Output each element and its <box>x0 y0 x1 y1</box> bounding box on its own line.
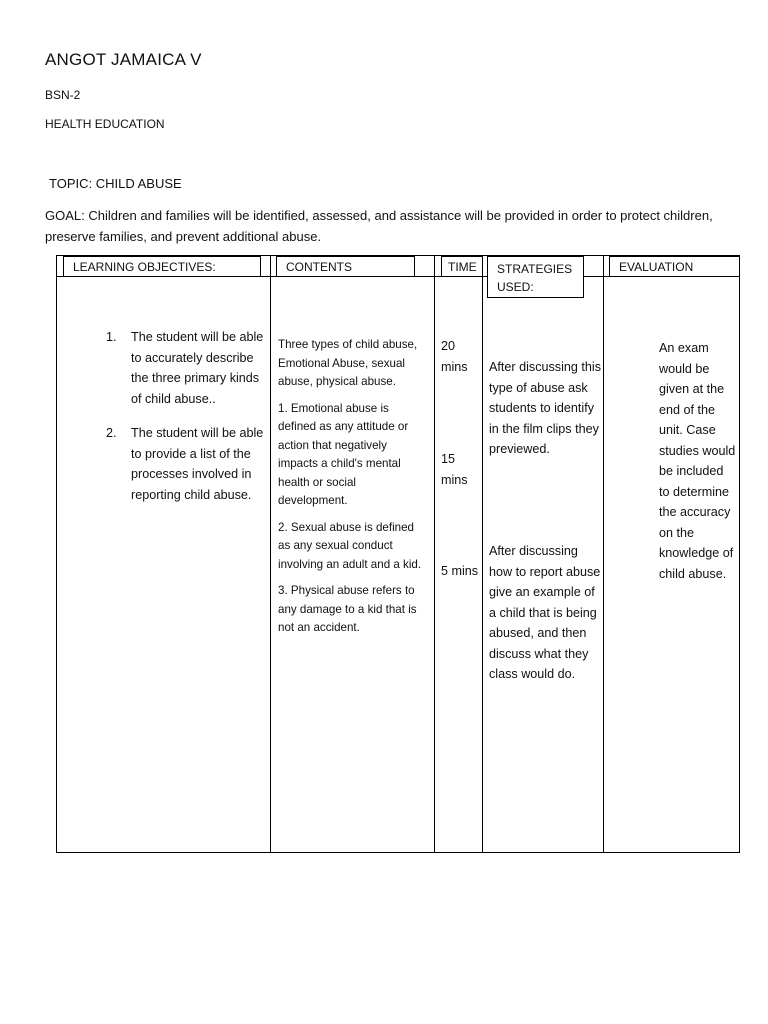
evaluation-cell: An exam would be given at the end of the unit. Case studies would be included to determine the accuracy on the knowledge of child abuse. <box>659 341 736 581</box>
time-value: 20 mins <box>441 339 468 374</box>
objectives-cell <box>106 327 268 519</box>
header-contents: CONTENTS <box>276 256 415 277</box>
strategy-item: After discussing how to report abuse give an example of a child that is being abused, and then discuss what they class would do. <box>489 544 601 681</box>
time-value: 5 mins <box>441 564 479 578</box>
objective-item: 1. The student will be able to accurately describe the three primary kinds of child abuse.. <box>106 330 264 406</box>
lesson-plan-table <box>56 255 740 853</box>
column-divider <box>434 256 435 852</box>
objectives-list <box>106 327 268 505</box>
header-time: TIME <box>441 256 483 277</box>
contents-paragraph: 1. Emotional abuse is defined as any attitude or action that negatively impacts a child's mental health or social development. <box>278 401 409 507</box>
goal-paragraph: GOAL: Children and families will be identified, assessed, and assistance will be provided in order to protect children, preserve families, and prevent additional abuse. <box>45 208 713 244</box>
contents-paragraph: Three types of child abuse, Emotional Abuse, sexual abuse, physical abuse. <box>278 338 418 388</box>
header-evaluation: EVALUATION <box>609 256 740 277</box>
column-divider <box>603 256 604 852</box>
objective-item: 2. The student will be able to provide a list of the processes involved in reporting child abuse. <box>106 426 264 502</box>
contents-paragraph: 3. Physical abuse refers to any damage to a kid that is not an accident. <box>278 584 417 634</box>
column-divider <box>482 256 483 852</box>
author-name: ANGOT JAMAICA V <box>45 50 202 69</box>
course-label: BSN-2 <box>45 88 81 102</box>
header-objectives: LEARNING OBJECTIVES: <box>63 256 261 277</box>
contents-cell <box>278 336 428 646</box>
strategy-item: After discussing this type of abuse ask students to identify in the film clips they previewed. <box>489 360 601 456</box>
subject-label: HEALTH EDUCATION <box>45 117 165 131</box>
column-divider <box>270 256 271 852</box>
topic-line: TOPIC: CHILD ABUSE <box>49 176 182 191</box>
time-value: 15 mins <box>441 452 468 487</box>
contents-paragraph: 2. Sexual abuse is defined as any sexual conduct involving an adult and a kid. <box>278 520 422 571</box>
header-strategies: STRATEGIES USED: <box>487 256 584 298</box>
